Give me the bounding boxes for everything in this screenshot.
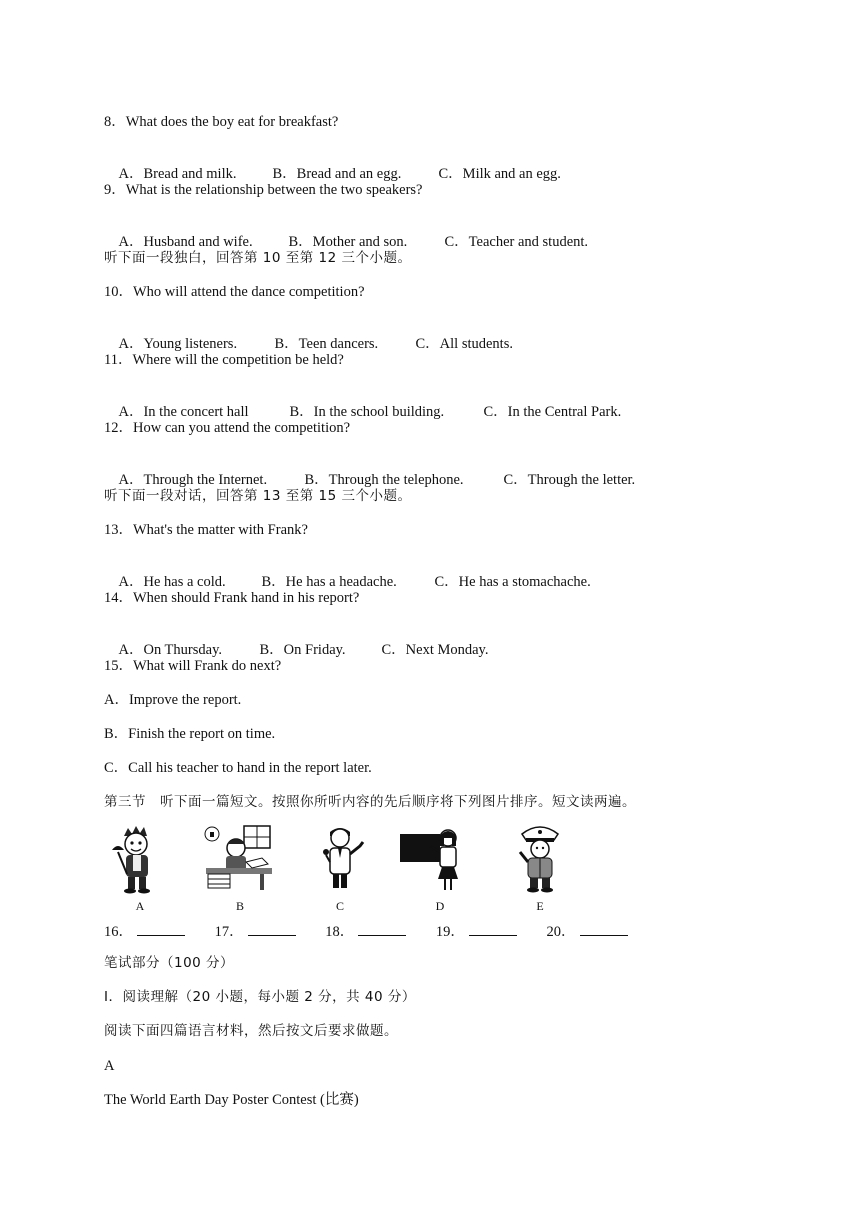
option-a: A．Bread and milk. [118, 166, 237, 182]
picture-row [100, 822, 580, 914]
picture-label: D [435, 899, 445, 913]
option-b: B．On Friday. [259, 642, 346, 658]
man-speaking-microphone-icon [300, 822, 380, 894]
option-b: B．In the school building. [289, 404, 445, 420]
option-b: B．Finish the report on time. [104, 726, 276, 742]
picture-label: C [335, 899, 344, 913]
reading-section-title: I．阅读理解（20 小题，每小题 2 分，共 40 分） [104, 989, 416, 1005]
picture-d [400, 822, 480, 914]
reading-instruction: 阅读下面四篇语言材料，然后按文后要求做题。 [104, 1023, 398, 1039]
blank-number: 20． [546, 924, 576, 940]
option-a: A．On Thursday. [118, 642, 223, 658]
blank-number: 18． [325, 924, 355, 940]
option-c: C．Through the letter. [503, 472, 636, 488]
section-instruction-dialogue: 听下面一段对话，回答第 13 至第 15 三个小题。 [104, 488, 412, 504]
question-11: 11．Where will the competition be held? [104, 352, 344, 368]
option-c: C．Teacher and student. [444, 234, 589, 250]
blank-number: 16． [104, 924, 133, 940]
blank-16 [104, 920, 185, 941]
answer-field[interactable] [469, 923, 517, 936]
option-c: C．Call his teacher to hand in the report later. [104, 760, 372, 776]
picture-label: B [235, 899, 244, 913]
passage-title: The World Earth Day Poster Contest (比赛) [104, 1092, 359, 1108]
picture-label: A [135, 899, 145, 913]
question-12: 12．How can you attend the competition? [104, 420, 351, 436]
option-c: C．He has a stomachache. [434, 574, 591, 590]
option-b: B．Teen dancers. [274, 336, 379, 352]
option-b: B．Mother and son. [288, 234, 408, 250]
blank-number: 19． [435, 924, 465, 940]
option-a: A．Husband and wife. [118, 234, 253, 250]
written-part-heading: 笔试部分（100 分） [104, 955, 235, 971]
teacher-blackboard-icon [400, 822, 480, 894]
passage-label: A [104, 1058, 115, 1074]
option-b: B．Through the telephone. [304, 472, 464, 488]
section-instruction-monologue: 听下面一段独白，回答第 10 至第 12 三个小题。 [104, 250, 412, 266]
question-9: 9．What is the relationship between the two speakers? [104, 182, 423, 198]
option-b: B．He has a headache. [261, 574, 397, 590]
question-14: 14．When should Frank hand in his report? [104, 590, 360, 606]
picture-label: E [536, 899, 544, 913]
blank-20 [547, 920, 628, 941]
answer-blanks [104, 920, 654, 941]
answer-field[interactable] [580, 923, 628, 936]
option-c: C．Next Monday. [381, 642, 489, 658]
blank-19 [436, 920, 517, 941]
boy-with-plunger-icon [100, 822, 180, 894]
answer-field[interactable] [137, 923, 185, 936]
police-officer-icon [500, 822, 580, 894]
answer-field[interactable] [358, 923, 406, 936]
option-a: A．Through the Internet. [118, 472, 268, 488]
option-c: C．In the Central Park. [483, 404, 622, 420]
question-10: 10．Who will attend the dance competition? [104, 284, 365, 300]
blank-number: 17． [214, 924, 244, 940]
picture-b [200, 822, 280, 914]
answer-field[interactable] [248, 923, 296, 936]
option-c: C．All students. [415, 336, 513, 352]
blank-17 [215, 920, 296, 941]
option-a: A．He has a cold. [118, 574, 226, 590]
question-13: 13．What's the matter with Frank? [104, 522, 308, 538]
picture-e [500, 822, 580, 914]
picture-c [300, 822, 380, 914]
student-studying-desk-icon [200, 822, 280, 894]
option-a: A．Improve the report. [104, 692, 242, 708]
option-c: C．Milk and an egg. [438, 166, 561, 182]
blank-18 [325, 920, 406, 941]
option-a: A．In the concert hall [118, 404, 249, 420]
question-15: 15．What will Frank do next? [104, 658, 282, 674]
section-3-instruction: 第三节 听下面一篇短文。按照你所听内容的先后顺序将下列图片排序。短文读两遍。 [104, 794, 636, 810]
question-8: 8．What does the boy eat for breakfast? [104, 114, 339, 130]
picture-a [100, 822, 180, 914]
option-a: A．Young listeners. [118, 336, 238, 352]
option-b: B．Bread and an egg. [272, 166, 402, 182]
